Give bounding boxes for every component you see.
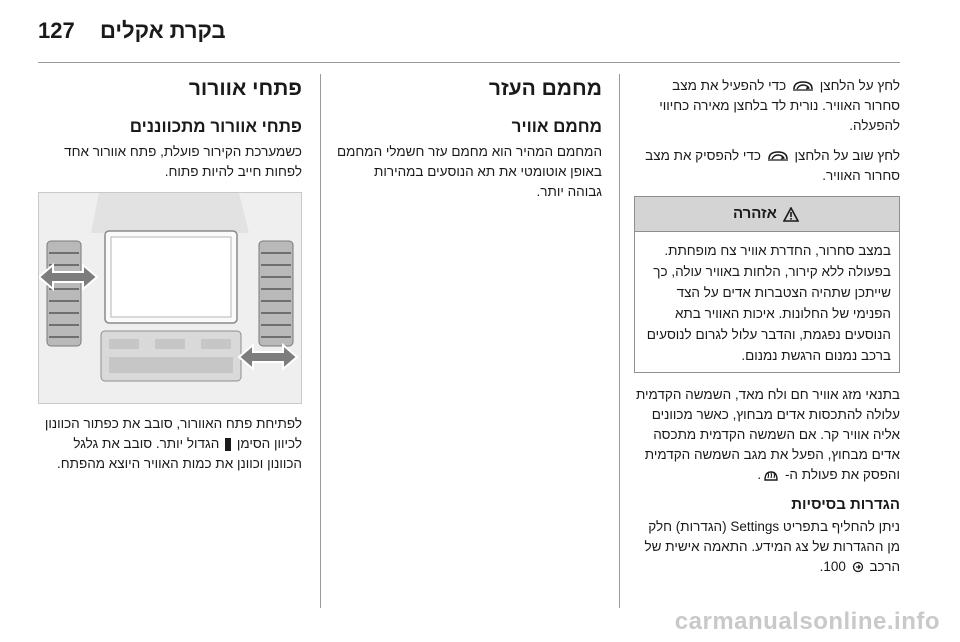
middle-column [336,76,602,212]
page-reference-icon [852,561,864,573]
warning-title: אזהרה [732,205,777,222]
vent-open-text-a: לפתיחת פתח האוורור, סובב את כפתור הכוונון לכיוון הסימן [44,416,302,451]
page-number: 127 [38,18,75,43]
fog-text: בתנאי מזג אוויר חם ולח מאד, השמשה הקדמית עלולה להתכסות אדים מבחוץ, כאשר מכוונים אליה אוויר קר. אם השמשה הקדמית מתכסה אדים מבחוץ, הפעל את מגב השמשה הקדמית והפסק את פעולת [635,387,900,482]
column-divider-left [320,74,321,608]
warning-header [635,197,899,232]
settings-text: ניתן להחליף בתפריט Settings (הגדרות) חלק מן ההגדרות של צג המידע. התאמה אישית של הרכב [644,519,900,574]
settings-paragraph [634,517,900,577]
basic-settings-heading: הגדרות בסיסיות [791,496,900,513]
vent-open-paragraph [38,414,302,474]
warning-text: במצב סחרור, החדרת אוויר צח מופחתת. בפעולה ללא קירור, הלחות באוויר עולה, כך שייתכן שתהיה הצטברות אדים על הצד הפנימי של החלונות. איכות האוויר בתא הנוסעים נפגמת, והדבר עלול לגרום לנוסעים ברכב נמנום הרגשת נמנום. [646,243,891,363]
settings-page-ref: 100. [819,559,846,574]
warning-triangle-icon [783,207,799,222]
adjustable-vents-heading: פתחי אוורור מתכווננים [129,117,302,136]
recirculation-icon [767,149,789,163]
left-column [38,76,302,484]
recirc-on-text-b: כדי להפעיל את מצב סחרור האוויר. נורית לד בלחצן מאירה כחיווי להפעלה. [659,78,900,133]
right-column [634,76,900,587]
recirculation-icon [792,79,814,93]
recirc-off-text-b: כדי להפסיק את מצב סחרור האוויר. [645,148,900,183]
section-title: בקרת אקלים [100,18,226,43]
recirc-off-text-a: לחץ שוב על הלחצן [794,148,900,163]
watermark: carmanualsonline.info [674,608,940,635]
header-rule [38,62,900,63]
warning-box [634,196,900,373]
fog-paragraph: בתנאי מזג אוויר חם ולח מאד, השמשה הקדמית עלולה להתכסות אדים מבחוץ, כאשר מכוונים אליה אוויר קר. אם השמשה הקדמית מתכסה אדים מבחוץ, הפעל את מגב השמשה הקדמית והפסק את פעולת ה- . [635,387,900,482]
recirc-off-paragraph [634,146,900,186]
column-divider-right [619,74,620,608]
vents-intro-paragraph: כשמערכת הקירור פועלת, פתח אוורור אחד לפחות חייב להיות פתוח. [64,144,302,179]
air-heater-paragraph: המחמם המהיר הוא מחמם עזר חשמלי המחמם באופן אוטומטי את תא הנוסעים במהירות גבוהה יותר. [336,144,602,199]
vents-heading: פתחי אוורור [188,77,302,100]
dashboard-vents-illustration [38,192,302,404]
recirc-on-paragraph [634,76,900,136]
defrost-icon [763,469,779,481]
air-heater-heading: מחמם אוויר [511,117,602,136]
aux-heater-heading: מחמם העזר [488,77,602,100]
vent-open-text-b: הגדול יותר. סובב את גלגל הכוונון וכוונן את כמות האוויר היוצא מהפתח. [57,436,302,471]
dashboard-illustration-svg [39,193,301,403]
vent-open-mark-icon [225,438,231,451]
fog-text-end: ה- [784,467,798,482]
recirc-on-text-a: לחץ על הלחצן [819,78,900,93]
page-header [0,0,960,64]
